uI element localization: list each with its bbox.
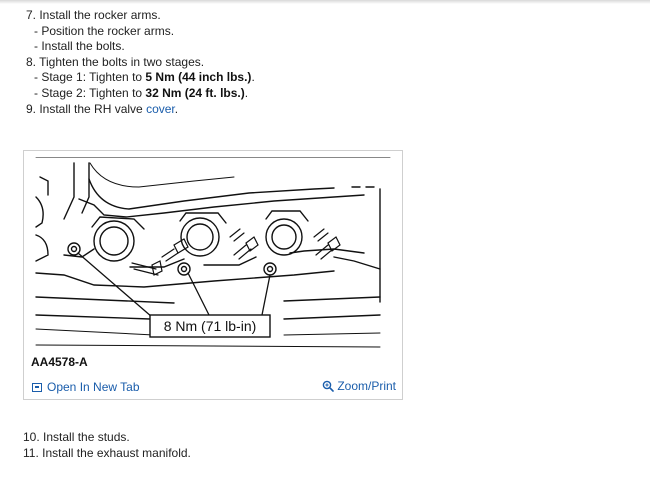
figure-panel [23,150,403,400]
zoom-icon [322,380,334,392]
step-9 [26,102,255,118]
step-7-position: - Position the rocker arms. [34,23,175,38]
engine-diagram[interactable] [34,157,392,353]
zoom-print-button[interactable] [322,379,396,393]
figure-toolbar [24,377,402,397]
step-10: 10. Install the studs. [23,430,130,444]
stage-1-torque: 5 Nm (44 inch lbs.) [145,70,252,85]
valve-cover-link[interactable]: cover [146,101,175,116]
stage-2-prefix: - Stage 2: Tighten to [34,85,146,100]
step-9-prefix: 9. Install the RH valve [26,101,147,116]
step-8: 8. Tighten the bolts in two stages. [26,54,205,69]
stage-2-suffix: . [244,85,249,100]
step-11: 11. Install the exhaust manifold. [23,445,191,460]
stage-1-prefix: - Stage 1: Tighten to [34,70,146,85]
step-7: 7. Install the rocker arms. [26,8,161,22]
stage-2-torque: 32 Nm (24 ft. lbs.) [145,85,245,100]
stage-1-suffix: . [251,70,255,85]
zoom-print-label: Zoom/Print [337,379,396,393]
step-8-stage-2 [26,86,255,102]
step-9-suffix: . [174,101,179,116]
step-8-stage-1 [26,70,255,86]
instruction-steps [26,8,255,117]
open-in-new-tab-label: Open In New Tab [47,380,140,394]
new-tab-icon [32,383,42,392]
top-shadow [0,0,650,4]
step-7-install-bolts: - Install the bolts. [34,39,125,54]
figure-caption: AA4578-A [31,355,88,369]
open-in-new-tab-button[interactable] [32,380,140,394]
instruction-steps-after [23,430,191,461]
torque-label: 8 Nm (71 lb-in) [163,318,257,334]
